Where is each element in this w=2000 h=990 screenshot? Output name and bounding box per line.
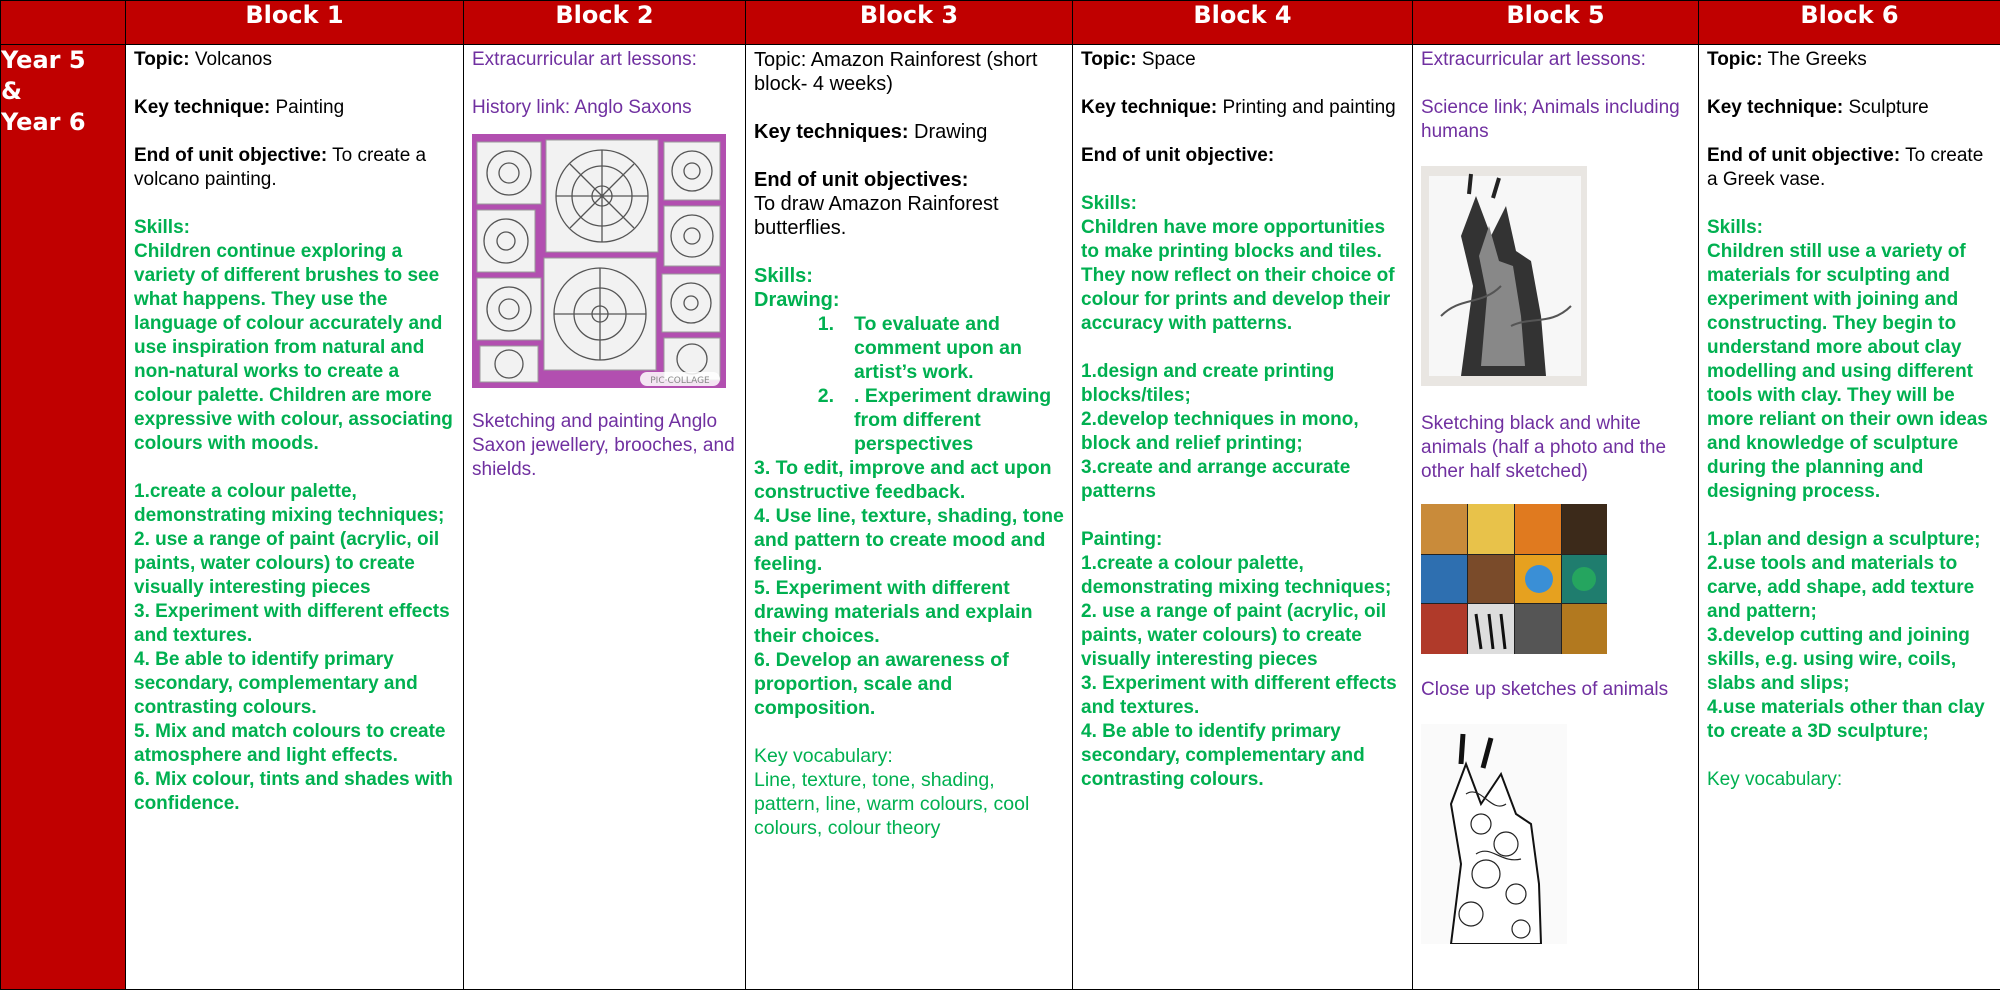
block-2-history-link: History link: Anglo Saxons: [472, 97, 692, 118]
block-3-point: 5. Experiment with different drawing materials and explain their choices.: [754, 577, 1033, 647]
block-3-objective-label: End of unit objectives:: [754, 169, 969, 191]
header-block-5: Block 5: [1413, 1, 1699, 45]
list-item: 2. . Experiment drawing from different perspectives: [817, 385, 1052, 455]
block-4-skills-text: Children have more opportunities to make printing blocks and tiles. They now reflect on their choice of colour for prints and develop their accuracy with patterns.: [1081, 217, 1395, 334]
header-block-2: Block 2: [464, 1, 746, 45]
block-6-point: 2.use tools and materials to carve, add shape, add texture and pattern;: [1707, 553, 1975, 622]
block-3-skills-label: Skills:: [754, 265, 813, 287]
header-block-3: Block 3: [746, 1, 1073, 45]
block-3-point: 6. Develop an awareness of proportion, scale and composition.: [754, 649, 1009, 719]
block-3-vocab: Line, texture, tone, shading, pattern, line, warm colours, cool colours, colour theory: [754, 769, 1030, 839]
block-5-science-link: Science link; Animals including humans: [1421, 97, 1680, 142]
block-6-skills-label: Skills:: [1707, 217, 1763, 238]
block-4-painting-label: Painting:: [1081, 529, 1163, 550]
year-row: [1, 45, 2000, 990]
block-5-extracurricular: Extracurricular art lessons:: [1421, 49, 1646, 70]
block-2-extracurricular: Extracurricular art lessons:: [472, 49, 697, 70]
block-6-topic: Topic: The Greeks: [1707, 49, 1867, 70]
header-blank: [1, 1, 126, 45]
block-6-skills-text: Children still use a variety of materials for sculpting and experiment with joining and constructing. They begin to understand more about clay modelling and using different tools with clay. They will be more reliant on their own ideas and knowledge of sculpture during the planning and designing process.: [1707, 241, 1988, 502]
block-1-technique: Key technique: Painting: [134, 97, 345, 118]
block-6-point: 1.plan and design a sculpture;: [1707, 529, 1981, 550]
block-2-caption: Sketching and painting Anglo Saxon jewellery, brooches, and shields.: [472, 411, 735, 480]
header-block-4: Block 4: [1073, 1, 1413, 45]
block-4-paint-point: 3. Experiment with different effects and textures.: [1081, 673, 1397, 718]
block-4-topic: Topic: Space: [1081, 49, 1196, 70]
block-3-point: 3. To edit, improve and act upon constructive feedback.: [754, 457, 1052, 503]
list-item: 1. To evaluate and comment upon an artist’s work.: [817, 313, 1022, 383]
block-1-objective: End of unit objective: To create a volcano painting.: [134, 145, 427, 190]
ampersand-label: &: [1, 77, 22, 105]
block-4-paint-point: 2. use a range of paint (acrylic, oil paints, water colours) to create visually interesting pieces: [1081, 601, 1387, 670]
block-2-cell: [464, 45, 746, 990]
block-4-cell: [1073, 45, 1413, 990]
svg-text:PIC·COLLAGE: PIC·COLLAGE: [650, 376, 710, 386]
block-1-skills-text: Children continue exploring a variety of different brushes to see what happens. They use the language of colour accurately and use inspiration from natural and non-natural works to create a colour palette. Children are more expressive with colour, associating colours with moods.: [134, 241, 453, 454]
block-4-paint-point: 1.create a colour palette, demonstrating mixing techniques;: [1081, 553, 1392, 598]
block-3-technique: Key techniques: Drawing: [754, 121, 988, 143]
header-row: [1, 1, 2000, 45]
block-6-point: 4.use materials other than clay to create a 3D sculpture;: [1707, 697, 1985, 742]
year-label-cell: [1, 45, 126, 990]
block-3-point: 4. Use line, texture, shading, tone and pattern to create mood and feeling.: [754, 505, 1064, 575]
block-1-point: 3. Experiment with different effects and textures.: [134, 601, 450, 646]
anglo-saxon-collage-image: [472, 134, 726, 388]
block-1-point: 1.create a colour palette, demonstrating mixing techniques;: [134, 481, 445, 526]
block-3-vocab-label: Key vocabulary:: [754, 745, 893, 767]
giraffe-half-sketch-image: [1421, 166, 1587, 386]
animal-closeup-collage-image: [1421, 504, 1607, 654]
block-4-technique: Key technique: Printing and painting: [1081, 97, 1396, 118]
block-4-objective-label: End of unit objective:: [1081, 145, 1275, 166]
block-6-vocab-label: Key vocabulary:: [1707, 769, 1843, 790]
block-3-cell: [746, 45, 1073, 990]
block-3-objective: To draw Amazon Rainforest butterflies.: [754, 193, 999, 239]
block-4-skills-label: Skills:: [1081, 193, 1137, 214]
header-block-1: Block 1: [126, 1, 464, 45]
block-4-print-point: 1.design and create printing blocks/tiles;: [1081, 361, 1335, 406]
block-1-skills-label: Skills:: [134, 217, 190, 238]
block-6-point: 3.develop cutting and joining skills, e.g. using wire, coils, slabs and slips;: [1707, 625, 1970, 694]
block-5-caption-1: Sketching black and white animals (half a photo and the other half sketched): [1421, 413, 1667, 482]
block-5-cell: [1413, 45, 1699, 990]
block-1-topic: Topic: Volcanos: [134, 49, 272, 70]
block-1-cell: [126, 45, 464, 990]
block-5-caption-2: Close up sketches of animals: [1421, 679, 1669, 700]
block-6-cell: [1699, 45, 2000, 990]
block-4-paint-point: 4. Be able to identify primary secondary, complementary and contrasting colours.: [1081, 721, 1365, 790]
block-3-topic: Topic: Amazon Rainforest (short block- 4 weeks): [754, 49, 1038, 95]
block-4-print-point: 3.create and arrange accurate patterns: [1081, 457, 1351, 502]
year-6-label: Year 6: [1, 108, 86, 136]
year-5-label: Year 5: [1, 46, 86, 74]
block-1-point: 2. use a range of paint (acrylic, oil paints, water colours) to create visually interesting pieces: [134, 529, 440, 598]
block-6-objective: End of unit objective: To create a Greek vase.: [1707, 145, 1984, 190]
header-block-6: Block 6: [1699, 1, 2000, 45]
block-6-technique: Key technique: Sculpture: [1707, 97, 1929, 118]
block-1-point: 6. Mix colour, tints and shades with confidence.: [134, 769, 453, 814]
zentangle-giraffe-image: [1421, 724, 1567, 944]
block-3-numbered-list: [754, 312, 1064, 456]
block-3-drawing-label: Drawing:: [754, 289, 840, 311]
block-1-point: 4. Be able to identify primary secondary, complementary and contrasting colours.: [134, 649, 418, 718]
block-4-print-point: 2.develop techniques in mono, block and relief printing;: [1081, 409, 1359, 454]
block-1-point: 5. Mix and match colours to create atmosphere and light effects.: [134, 721, 446, 766]
